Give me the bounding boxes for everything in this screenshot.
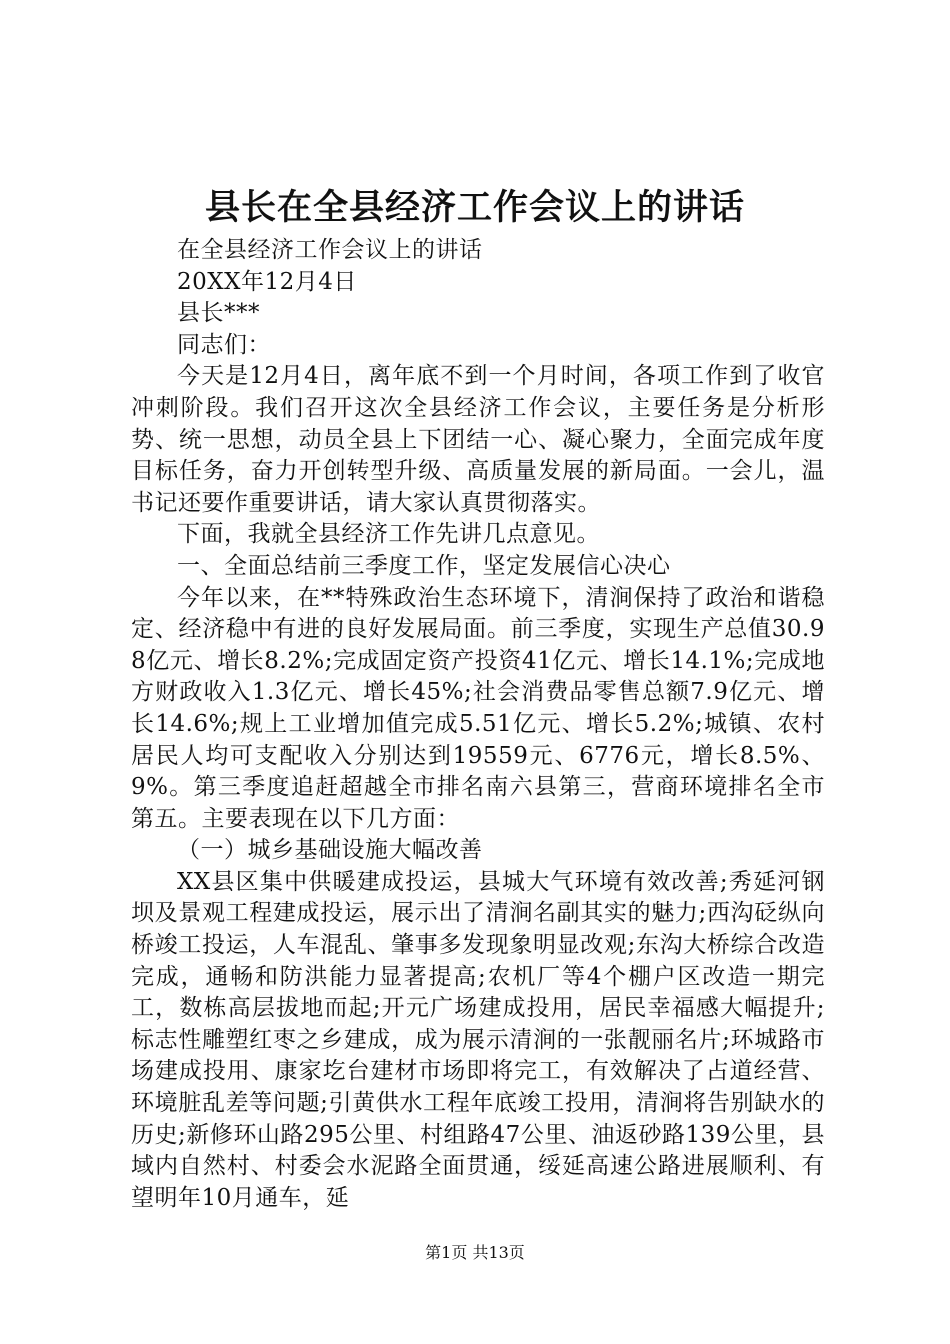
document-body <box>131 205 825 1214</box>
body-paragraph: XX县区集中供暖建成投运，县城大气环境有效改善;秀延河钢坝及景观工程建成投运，展示出了清涧名副其实的魅力;西沟砭纵向桥竣工投运，人车混乱、肇事多发现象明显改观;东沟大桥综合改造完成，通畅和防洪能力显著提高;农机厂等4个棚户区改造一期完工，数栋高层拔地而起;开元广场建成投用，居民幸福感大幅提升;标志性雕塑红枣之乡建成，成为展示清涧的一张靓丽名片;环城路市场建成投用、康家圪台建材市场即将完工，有效解决了占道经营、环境脏乱差等问题;引黄供水工程年底竣工投用，清涧将告别缺水的历史;新修环山路295公里、村组路47公里、油返砂路139公里，县域内自然村、村委会水泥路全面贯通，绥延高速公路进展顺利、有望明年10月通车，延 <box>131 868 825 1211</box>
speaker-paragraph: 县长*** <box>177 300 260 327</box>
subtitle-paragraph: 在全县经济工作会议上的讲话 <box>177 237 483 263</box>
document-title: 县长在全县经济工作会议上的讲话 <box>204 188 745 228</box>
section-heading: 一、全面总结前三季度工作，坚定发展信心决心 <box>177 552 671 579</box>
date-paragraph: 20XX年12月4日 <box>177 268 357 295</box>
body-paragraph: 下面，我就全县经济工作先讲几点意见。 <box>177 521 600 548</box>
page-footer: 第1页 共13页 <box>425 1243 525 1262</box>
subsection-heading: （一）城乡基础设施大幅改善 <box>177 837 483 864</box>
body-paragraph: 今天是12月4日，离年底不到一个月时间，各项工作到了收官冲刺阶段。我们召开这次全县经济工作会议，主要任务是分析形势、统一思想，动员全县上下团结一心、凝心聚力，全面完成年度目标任务，奋力开创转型升级、高质量发展的新局面。一会儿，温书记还要作重要讲话，请大家认真贯彻落实。 <box>131 363 825 516</box>
salutation-paragraph: 同志们： <box>177 331 271 358</box>
body-paragraph: 今年以来，在**特殊政治生态环境下，清涧保持了政治和谐稳定、经济稳中有进的良好发展局面。前三季度，实现生产总值30.98亿元、增长8.2%;完成固定资产投资41亿元、增长14.1%;完成地方财政收入1.3亿元、增长45%;社会消费品零售总额7.9亿元、增长14.6%;规上工业增加值完成5.51亿元、增长5.2%;城镇、农村居民人均可支配收入分别达到19559元、6776元，增长8.5%、9%。第三季度追赶超越全市排名南六县第三，营商环境排名全市第五。主要表现在以下几方面： <box>131 584 825 832</box>
